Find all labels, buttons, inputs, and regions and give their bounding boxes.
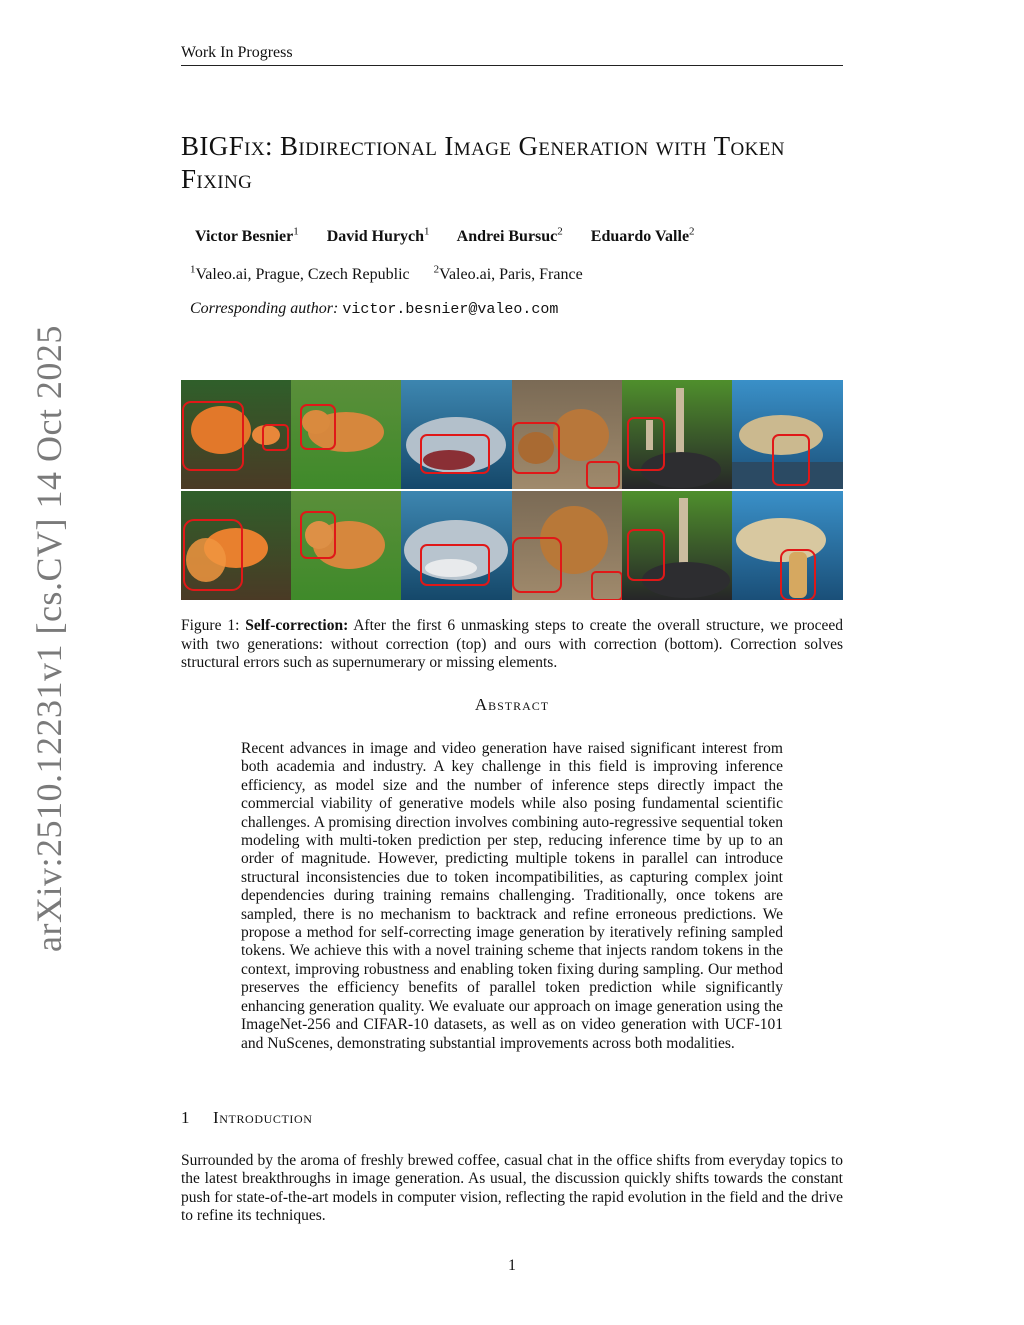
section-number: 1 [181,1108,191,1127]
abstract-body: Recent advances in image and video generation have raised significant interest from both academia and industry. A key challenge in this field is improving inference efficiency, as model size and the number of inference steps directly impact the commercial viability of generative models while also posing fundamental scientific challenges. A promising direction involves combining auto-regressive sequential token modeling with multi-token prediction per step, reducing inference time by up to an order of magnitude. However, predicting multiple tokens in parallel can introduce structural inconsistencies due to token incompatibilities, as capturing complex joint dependencies during training remains challenging. Traditionally, once tokens are sampled, there is no mechanism to backtrack and refine erroneous predictions. We propose a method for self-correcting image generation by iteratively refining sampled tokens. We achieve this with a novel training scheme that injects random tokens in the context, improving robustness and enabling token fixing during sampling. Our method preserves the efficiency benefits of parallel token prediction while significantly enhancing generation quality. We evaluate our approach on image generation using the ImageNet-256 and CIFAR-10 datasets, as well as on video generation with UCF-101 and NuScenes, demonstrating substantial improvements across both modalities. [241,740,783,1052]
figure-cell-dingo-bottom [291,491,401,600]
figure-1-caption [181,617,843,673]
section-heading-introduction [181,1108,313,1128]
figure-cell-hen-top [512,380,622,489]
corresponding-author [190,300,558,318]
arxiv-stamp: arXiv:2510.12231v1 [cs.CV] 14 Oct 2025 [29,325,69,952]
running-header: Work In Progress [181,44,293,61]
figure-cell-ostrich-bottom [622,491,732,600]
header-rule [181,65,843,66]
paper-title: BIGFix: Bidirectional Image Generation with Token Fixing [181,131,785,194]
affiliation-1: $^1$Valeo.ai, Prague, Czech Republic [190,264,410,284]
author-4: Eduardo Valle$^2$ [590,226,695,246]
corresponding-label: Corresponding author: [190,300,339,317]
author-1: Victor Besnier$^1$ [195,226,299,246]
corresponding-email[interactable]: victor.besnier@valeo.com [342,301,559,318]
section-title: Introduction [213,1108,313,1127]
figure-cell-shark-bottom [401,491,512,600]
figure-cell-turtle-bottom [732,491,843,600]
introduction-paragraph: Surrounded by the aroma of freshly brewed coffee, casual chat in the office shifts from everyday topics to the latest breakthroughs in image generation. As usual, the discussion quickly shifts towards the constant push for state-of-the-art models in computer vision, reflecting the rapid evolution in the field and the drive to refine its techniques. [181,1152,843,1225]
author-3: Andrei Bursuc$^2$ [456,226,563,246]
author-2: David Hurych$^1$ [326,226,430,246]
abstract-heading: Abstract [474,695,550,714]
caption-label: Figure 1: [181,617,240,634]
author-list [195,226,719,246]
page-number: 1 [508,1257,516,1274]
figure-cell-goldfish-top [181,380,291,489]
figure-1-image-grid [181,380,843,600]
figure-cell-dingo-top [291,380,401,489]
figure-cell-shark-top [401,380,512,489]
caption-text: After the first 6 unmasking steps to create the overall structure, we proceed with two generations: without correction (top) and ours with correction (bottom). Correction solves structural errors such as supernumerary or missing elements. [181,617,844,671]
affiliations [190,264,603,284]
figure-cell-ostrich-top [622,380,732,489]
figure-cell-turtle-top [732,380,843,489]
affiliation-2: $^2$Valeo.ai, Paris, France [433,264,583,284]
figure-cell-goldfish-bottom [181,491,291,600]
caption-bold: Self-correction: [245,617,349,634]
figure-cell-hen-bottom [512,491,622,600]
